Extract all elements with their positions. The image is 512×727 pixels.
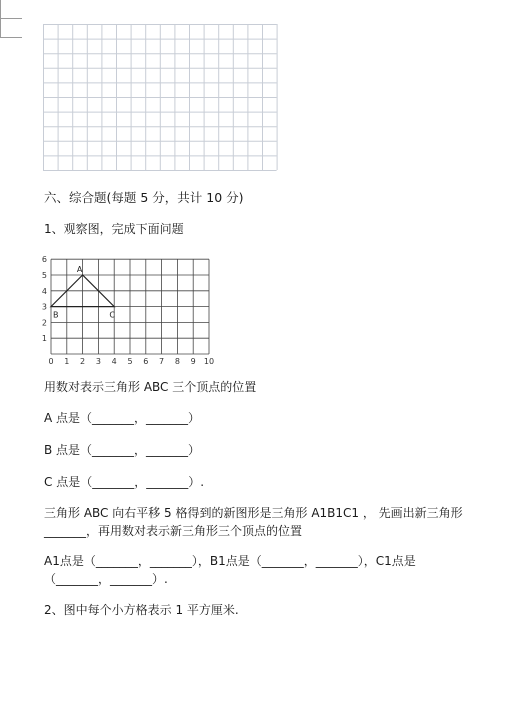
x-tick-label: 0 — [48, 357, 54, 365]
instruction-text: 用数对表示三角形 ABC 三个顶点的位置 — [44, 380, 257, 394]
y-tick-label: 6 — [41, 255, 47, 265]
vertex-label: C — [109, 310, 115, 320]
y-tick-label: 2 — [41, 318, 47, 328]
crop-mark-top-left — [0, 0, 1, 18]
x-tick-label: 5 — [127, 357, 133, 365]
answer-line-a: A 点是（_______，_______） — [44, 411, 201, 425]
answer-line-b: B 点是（_______，_______） — [44, 443, 201, 457]
question-1-title: 1、观察图，完成下面问题 — [44, 222, 184, 236]
x-tick-label: 2 — [80, 357, 86, 365]
x-tick-label: 1 — [64, 357, 70, 365]
x-tick-label: 9 — [190, 357, 196, 365]
translate-line-1: 三角形 ABC 向右平移 5 格得到的新图形是三角形 A1B1C1 ， 先画出新三角形 — [44, 506, 463, 520]
crop-mark-top-right — [0, 19, 1, 37]
section-title: 六、综合题(每题 5 分，共计 10 分) — [44, 190, 244, 205]
x-tick-label: 8 — [174, 357, 180, 365]
crop-mark-top-left-h — [0, 18, 22, 19]
x-tick-label: 7 — [159, 357, 165, 365]
y-tick-label: 5 — [41, 271, 47, 280]
translate-line-2: _______，再用数对表示新三角形三个顶点的位置 — [44, 524, 303, 538]
crop-mark-top-right-h — [0, 37, 22, 38]
new-triangle-answer-line-1: A1点是（_______，_______），B1点是（_______，_______），C1点是 — [44, 554, 416, 568]
y-tick-label: 4 — [41, 286, 47, 296]
top-square-grid — [43, 24, 283, 174]
x-tick-label: 10 — [203, 357, 215, 365]
coordinate-grid-chart — [38, 250, 218, 365]
x-tick-label: 4 — [111, 357, 117, 365]
new-triangle-answer-line-2: （_______，_______）. — [44, 572, 168, 586]
answer-line-c: C 点是（_______，_______）. — [44, 475, 205, 489]
x-tick-label: 3 — [95, 357, 101, 365]
vertex-label: A — [76, 265, 83, 274]
x-tick-label: 6 — [143, 357, 149, 365]
question-2-title: 2、图中每个小方格表示 1 平方厘米. — [44, 603, 239, 617]
y-tick-label: 3 — [41, 302, 47, 312]
vertex-label: B — [53, 310, 59, 320]
y-tick-label: 1 — [41, 334, 47, 344]
